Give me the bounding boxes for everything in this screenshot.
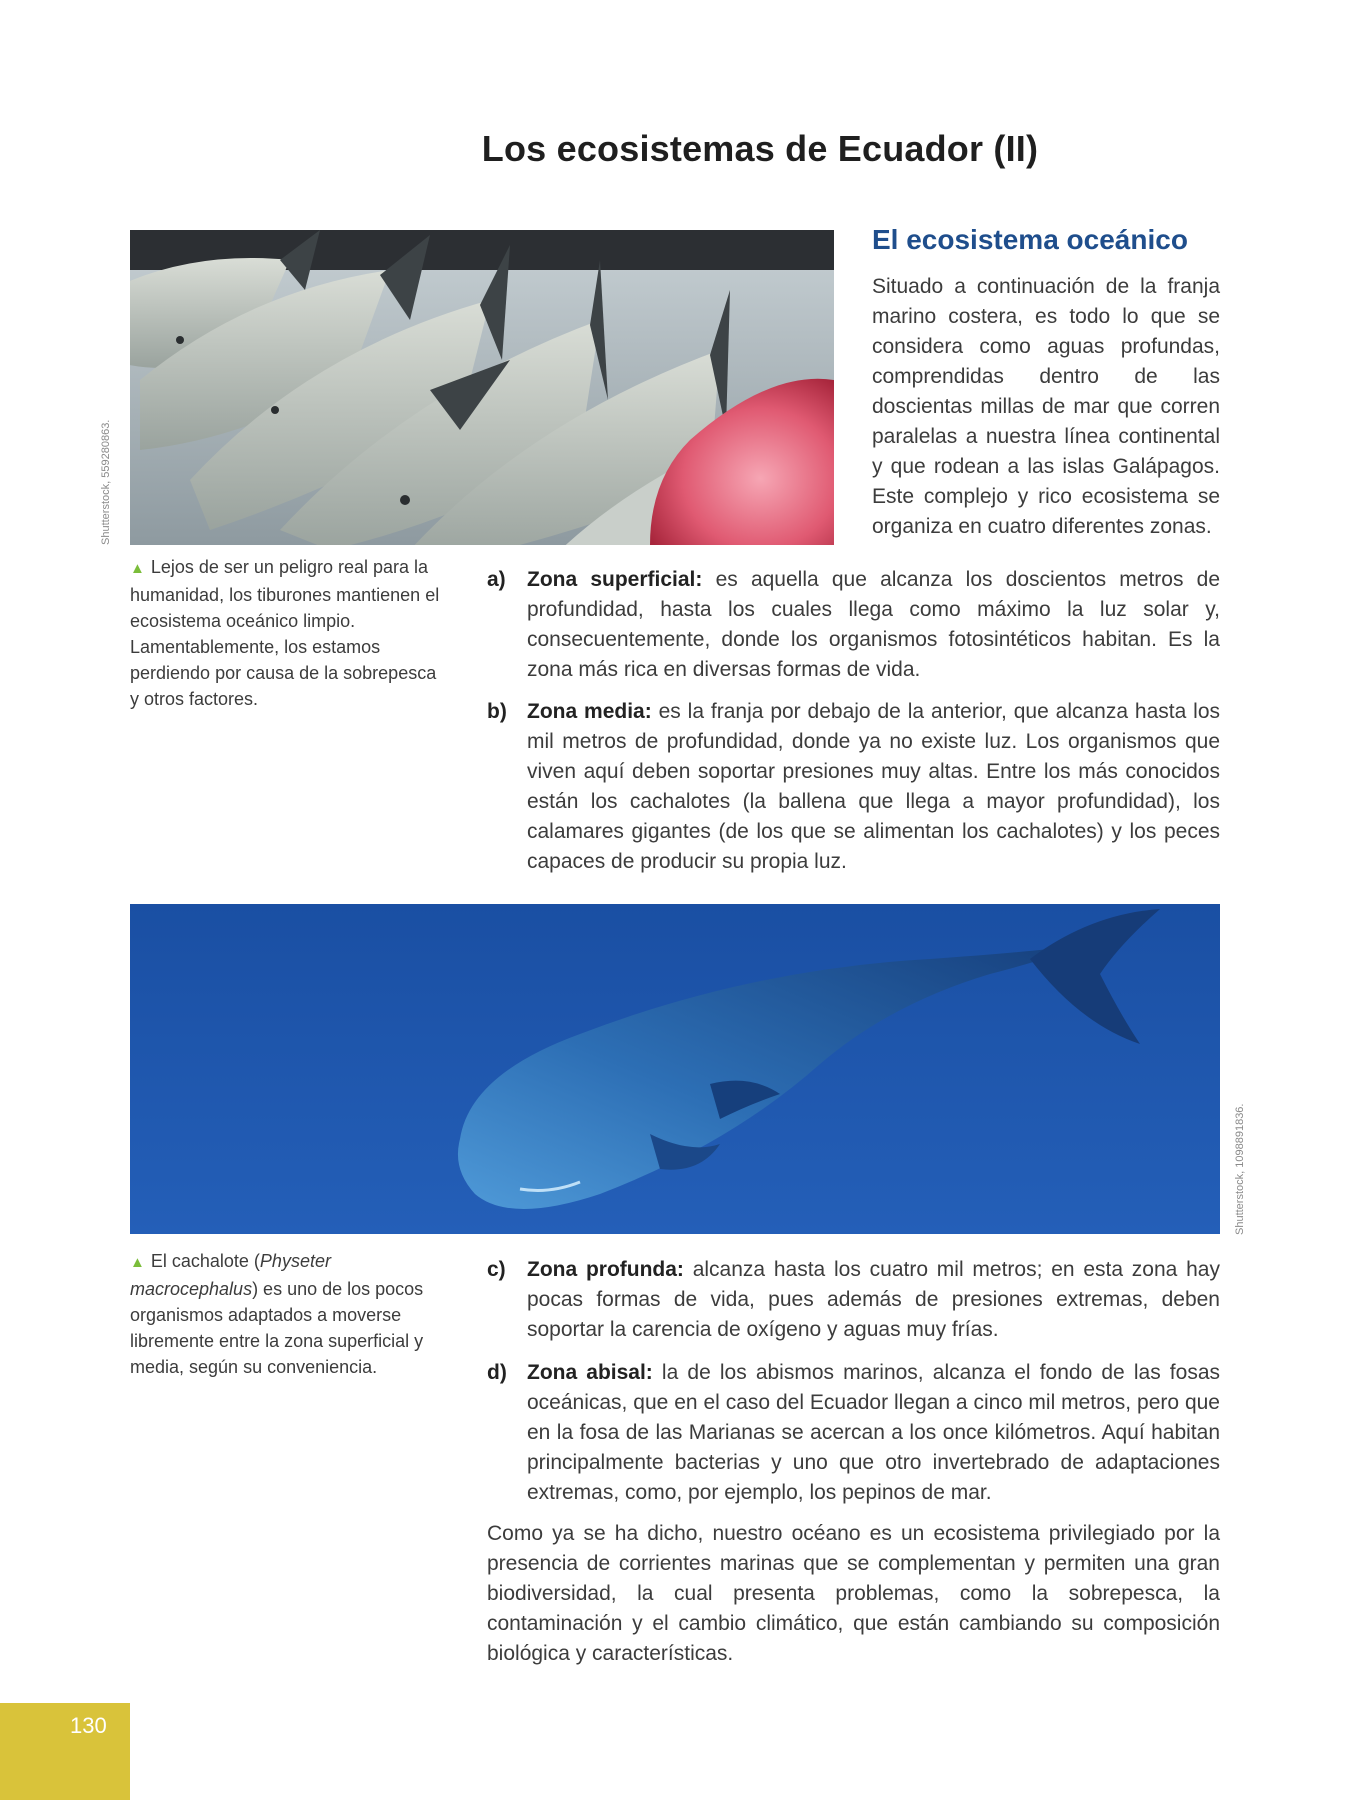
- page-number-tab: [0, 1703, 130, 1800]
- sharks-photo: [130, 230, 834, 545]
- zone-letter: d): [487, 1361, 507, 1384]
- zone-letter: c): [487, 1258, 506, 1281]
- zone-text: alcanza hasta los cuatro mil metros; en esta zona hay pocas formas de vida, pues además de presiones extremas, deben soportar la carencia de oxígeno y aguas muy frías.: [527, 1258, 1220, 1341]
- zone-term: Zona media:: [527, 700, 652, 723]
- zone-letter: b): [487, 700, 507, 723]
- species-name: Physeter macrocephalus: [130, 1251, 331, 1299]
- triangle-marker-icon: ▲: [130, 1254, 145, 1271]
- zone-text: es aquella que alcanza los doscientos metros de profundidad, hasta los cuales llega como máximo la luz solar y, consecuentemente, donde los organismos fotosintéticos habitan. Es la zona más rica en diversas formas de vida.: [527, 568, 1221, 681]
- zone-item-profunda: [487, 1255, 1220, 1345]
- sperm-whale-illustration: [130, 904, 1220, 1234]
- sharks-illustration: [130, 230, 834, 545]
- section-heading: El ecosistema oceánico: [872, 224, 1188, 255]
- page-title: Los ecosistemas de Ecuador (II): [481, 128, 1039, 169]
- whale-caption: ▲ El cachalote (Physeter macrocephalus) es uno de los pocos organismos adaptados a moverse libremente entre la zona superficial y media, según su conveniencia.: [130, 1251, 424, 1377]
- triangle-marker-icon: ▲: [130, 560, 145, 577]
- zone-term: Zona abisal:: [527, 1361, 653, 1384]
- intro-paragraph: Situado a continuación de la franja marino costera, es todo lo que se considera como aguas profundas, comprendidas dentro de las doscientas millas de mar que corren paralelas a nuestra línea continental y que rodean a las islas Galápagos. Este complejo y rico ecosistema se organiza en cuatro diferentes zonas.: [872, 275, 1220, 538]
- zone-item-abisal: [487, 1358, 1220, 1508]
- zone-item-superficial: [487, 565, 1220, 685]
- zone-term: Zona superficial:: [527, 568, 703, 591]
- whale-photo: [130, 904, 1220, 1234]
- zone-letter: a): [487, 568, 506, 591]
- zone-term: Zona profunda:: [527, 1258, 684, 1281]
- zone-text: es la franja por debajo de la anterior, que alcanza hasta los mil metros de profundidad, donde ya no existe luz. Los organismos que viven aquí deben soportar presiones muy altas. Entre los más conocidos están los cachalotes (la ballena que llega a mayor profundidad), los calamares gigantes (de los que se alimentan los cachalotes) y los peces capaces de producir su propia luz.: [527, 700, 1220, 873]
- zone-item-media: [487, 697, 1220, 877]
- photo-credit-whale: Shutterstock, 1098891836.: [1234, 1103, 1246, 1235]
- photo-credit-sharks: Shutterstock, 559280863.: [100, 419, 112, 545]
- sharks-caption-text: Lejos de ser un peligro real para la humanidad, los tiburones mantienen el ecosistema oceánico limpio. Lamentablemente, los estamos perdiendo por causa de la sobrepesca y otros factores.: [130, 557, 440, 709]
- page-number: 130: [70, 1713, 107, 1738]
- sharks-caption: [130, 554, 450, 712]
- closing-paragraph: Como ya se ha dicho, nuestro océano es un ecosistema privilegiado por la presencia de corrientes marinas que se complementan y permiten una gran biodiversidad, la cual presenta problemas, como la sobrepesca, la contaminación y el cambio climático, que están cambiando su composición biológica y características.: [487, 1522, 1220, 1665]
- zone-text: la de los abismos marinos, alcanza el fondo de las fosas oceánicas, que en el caso del Ecuador llegan a cinco mil metros, pero que en la fosa de las Marianas se acercan a los once kilómetros. Aquí habitan principalmente bacterias y uno que otro invertebrado de adaptaciones extremas, como, por ejemplo, los pepinos de mar.: [527, 1361, 1220, 1504]
